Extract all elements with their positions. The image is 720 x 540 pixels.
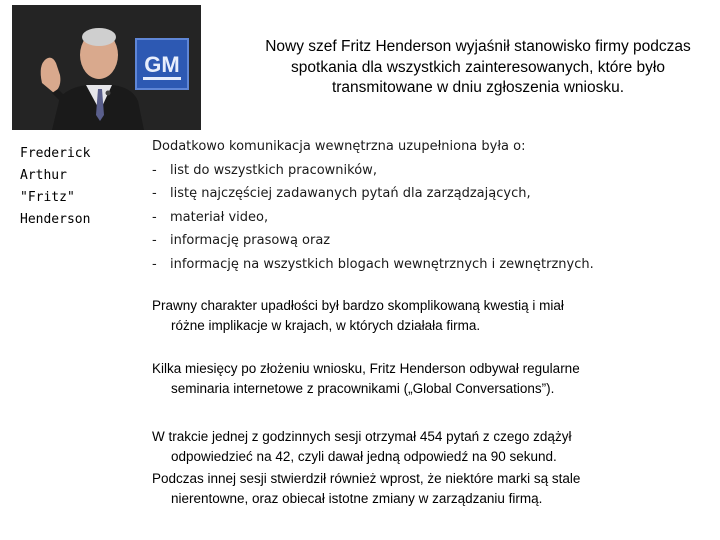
list-item xyxy=(152,206,712,230)
paragraph-line: Podczas innej sesji stwierdził również wprost, że niektóre marki są stale xyxy=(152,471,581,486)
paragraph-line: odpowiedzieć na 42, czyli dawał jedną odpowiedź na 90 sekund. xyxy=(171,449,557,464)
list-marker: - xyxy=(152,256,157,272)
list-item xyxy=(152,182,712,206)
paragraph-line: nierentowne, oraz obiecał istotne zmiany w zarządzaniu firmą. xyxy=(171,491,543,506)
list-marker: - xyxy=(152,186,157,201)
list-item xyxy=(152,159,712,183)
paragraph-brands xyxy=(152,469,697,509)
list-item xyxy=(152,229,712,253)
gm-logo-text: GM xyxy=(144,52,180,77)
caption-line: Henderson xyxy=(20,212,91,227)
communication-section xyxy=(152,135,712,276)
photo-caption xyxy=(20,143,140,231)
paragraph-line: różne implikacje w krajach, w których działała firma. xyxy=(171,318,481,333)
speaker-photo xyxy=(12,5,201,130)
list-item-text: informację na wszystkich blogach wewnętrznych i zewnętrznych. xyxy=(170,256,594,272)
list-item-text: informację prasową oraz xyxy=(170,233,331,248)
speaker-photo-illustration xyxy=(12,5,201,130)
list-marker: - xyxy=(152,162,157,178)
caption-line: Frederick xyxy=(20,146,91,161)
paragraph-line: W trakcie jednej z godzinnych sesji otrzymał 454 pytań z czego zdążył xyxy=(152,429,572,444)
list-item xyxy=(152,253,712,277)
paragraph-line: Prawny charakter upadłości był bardzo skomplikowaną kwestią i miał xyxy=(152,298,564,313)
list-marker: - xyxy=(152,209,157,225)
paragraph-session-questions xyxy=(152,427,697,467)
paragraph-webinars xyxy=(152,359,697,399)
communication-intro: Dodatkowo komunikacja wewnętrzna uzupełniona była o: xyxy=(152,139,526,154)
paragraph-line: Kilka miesięcy po złożeniu wniosku, Fritz Henderson odbywał regularne xyxy=(152,361,580,376)
caption-line: Arthur xyxy=(20,168,67,183)
caption-line: "Fritz" xyxy=(20,190,75,205)
list-item-text: materiał video, xyxy=(170,209,269,225)
list-item-text: list do wszystkich pracowników, xyxy=(170,162,377,178)
list-marker: - xyxy=(152,233,157,248)
list-item-text: listę najczęściej zadawanych pytań dla zarządzających, xyxy=(170,186,531,201)
paragraph-legal xyxy=(152,296,697,336)
paragraph-line: seminaria internetowe z pracownikami („Global Conversations”). xyxy=(171,381,555,396)
headline: Nowy szef Fritz Henderson wyjaśnił stanowisko firmy podczas spotkania dla wszystkich zainteresowanych, które było transmitowane w dniu zgłoszenia wniosku. xyxy=(265,38,691,96)
communication-list xyxy=(152,159,712,277)
